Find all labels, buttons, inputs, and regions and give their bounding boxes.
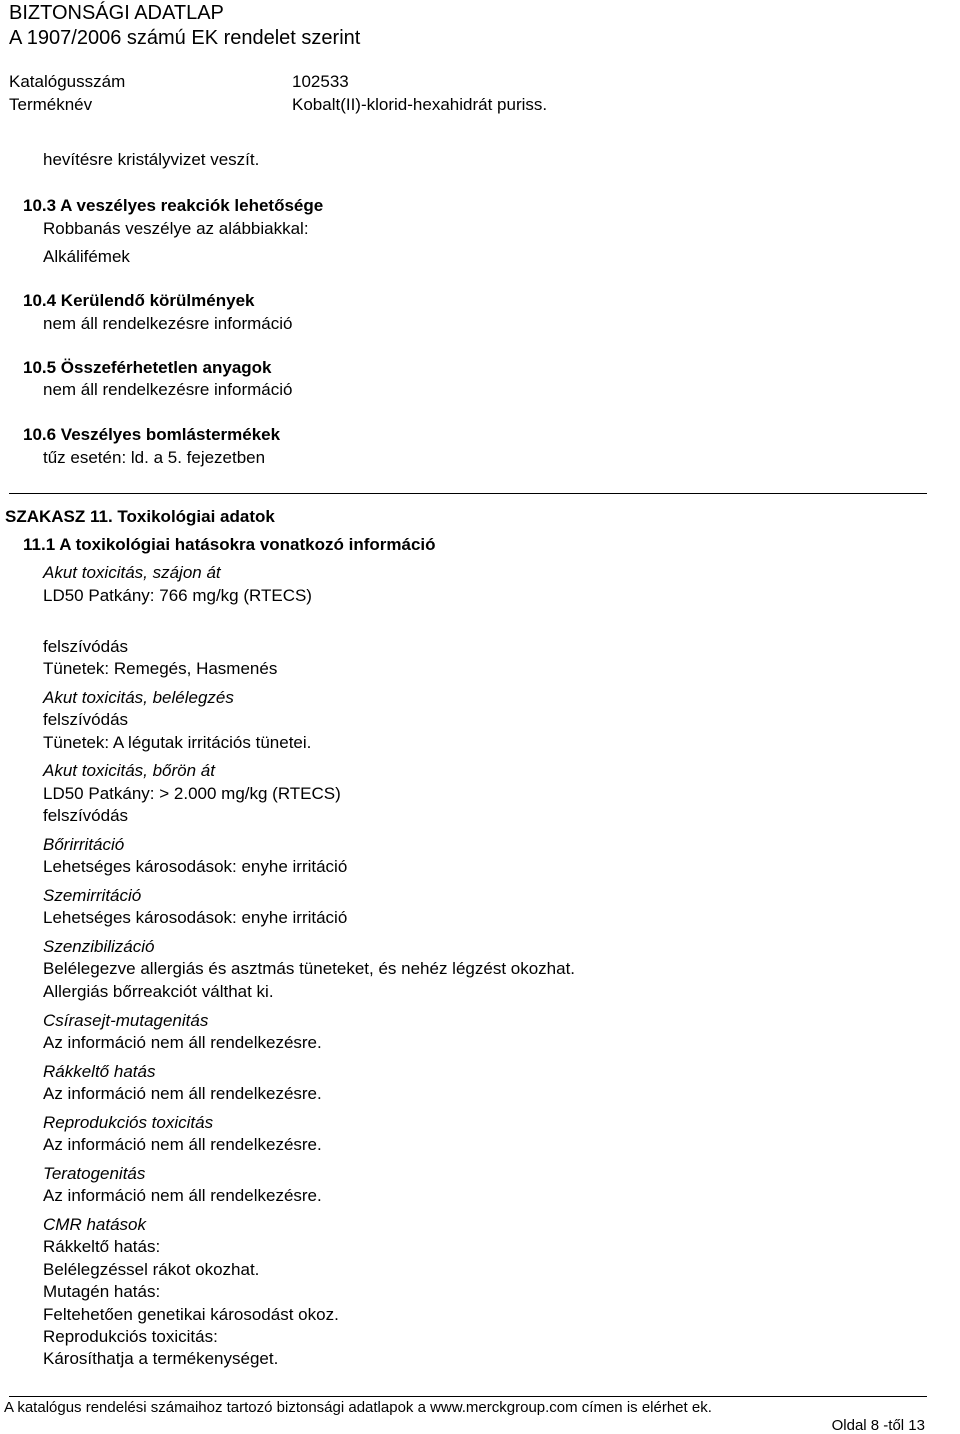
section-10-3-line-2: Alkálifémek xyxy=(43,247,130,266)
dermal-ld50: LD50 Patkány: > 2.000 mg/kg (RTECS) xyxy=(43,784,341,803)
cmr-mutagenic-text: Feltehetően genetikai károsodást okoz. xyxy=(43,1305,339,1324)
skin-irritation-title: Bőrirritáció xyxy=(43,835,125,854)
sensitization-text-2: Allergiás bőrreakciót válthat ki. xyxy=(43,982,274,1001)
section-10-3-line-1: Robbanás veszélye az alábbiakkal: xyxy=(43,219,309,238)
product-name-label: Terméknév xyxy=(9,95,93,114)
eye-irritation-text: Lehetséges károsodások: enyhe irritáció xyxy=(43,908,348,927)
teratogenicity-title: Teratogenitás xyxy=(43,1164,146,1183)
cmr-carcinogenic-text: Belélegzéssel rákot okozhat. xyxy=(43,1260,260,1279)
section-11-title: SZAKASZ 11. Toxikológiai adatok xyxy=(5,507,275,526)
cmr-reproductive-text: Károsíthatja a termékenységet. xyxy=(43,1349,279,1368)
footer-note: A katalógus rendelési számaihoz tartozó biztonsági adatlapok a www.merckgroup.com címen is elérhet ek. xyxy=(4,1399,712,1416)
dermal-toxicity-title: Akut toxicitás, bőrön át xyxy=(43,761,215,780)
mutagenicity-title: Csírasejt-mutagenitás xyxy=(43,1011,209,1030)
cmr-carcinogenic-label: Rákkeltő hatás: xyxy=(43,1237,161,1256)
carcinogenicity-text: Az információ nem áll rendelkezésre. xyxy=(43,1084,322,1103)
mutagenicity-text: Az információ nem áll rendelkezésre. xyxy=(43,1033,322,1052)
product-name-value: Kobalt(II)-klorid-hexahidrát puriss. xyxy=(292,95,548,114)
catalog-number-value: 102533 xyxy=(292,72,349,91)
inhalation-symptoms: Tünetek: A légutak irritációs tünetei. xyxy=(43,733,312,752)
teratogenicity-text: Az információ nem áll rendelkezésre. xyxy=(43,1186,322,1205)
section-11-divider xyxy=(9,493,927,494)
eye-irritation-title: Szemirritáció xyxy=(43,886,142,905)
inhalation-absorption: felszívódás xyxy=(43,710,129,729)
reproductive-toxicity-title: Reprodukciós toxicitás xyxy=(43,1113,214,1132)
sensitization-text-1: Belélegezve allergiás és asztmás tüneteket, és nehéz légzést okozhat. xyxy=(43,959,576,978)
cmr-reproductive-label: Reprodukciós toxicitás: xyxy=(43,1327,218,1346)
footer-divider xyxy=(9,1396,927,1397)
cmr-mutagenic-label: Mutagén hatás: xyxy=(43,1282,161,1301)
section-10-3-title: 10.3 A veszélyes reakciók lehetősége xyxy=(23,196,324,215)
oral-absorption: felszívódás xyxy=(43,637,129,656)
section-10-5-line: nem áll rendelkezésre információ xyxy=(43,380,293,399)
section-10-intro-line: hevítésre kristályvizet veszít. xyxy=(43,150,260,169)
cmr-effects-title: CMR hatások xyxy=(43,1215,146,1234)
section-10-4-line: nem áll rendelkezésre információ xyxy=(43,314,293,333)
section-10-6-title: 10.6 Veszélyes bomlástermékek xyxy=(23,425,281,444)
reproductive-toxicity-text: Az információ nem áll rendelkezésre. xyxy=(43,1135,322,1154)
catalog-number-label: Katalógusszám xyxy=(9,72,126,91)
section-11-1-title: 11.1 A toxikológiai hatásokra vonatkozó információ xyxy=(23,535,436,554)
page-number: Oldal 8 -től 13 xyxy=(831,1417,925,1434)
dermal-absorption: felszívódás xyxy=(43,806,129,825)
carcinogenicity-title: Rákkeltő hatás xyxy=(43,1062,156,1081)
section-10-4-title: 10.4 Kerülendő körülmények xyxy=(23,291,255,310)
skin-irritation-text: Lehetséges károsodások: enyhe irritáció xyxy=(43,857,348,876)
document-title: BIZTONSÁGI ADATLAP xyxy=(9,2,224,24)
sensitization-title: Szenzibilizáció xyxy=(43,937,155,956)
oral-ld50: LD50 Patkány: 766 mg/kg (RTECS) xyxy=(43,586,312,605)
section-10-5-title: 10.5 Összeférhetetlen anyagok xyxy=(23,358,272,377)
oral-toxicity-title: Akut toxicitás, szájon át xyxy=(43,563,221,582)
oral-symptoms: Tünetek: Remegés, Hasmenés xyxy=(43,659,278,678)
document-subtitle: A 1907/2006 számú EK rendelet szerint xyxy=(9,27,361,49)
section-10-6-line: tűz esetén: ld. a 5. fejezetben xyxy=(43,448,266,467)
inhalation-toxicity-title: Akut toxicitás, belélegzés xyxy=(43,688,234,707)
